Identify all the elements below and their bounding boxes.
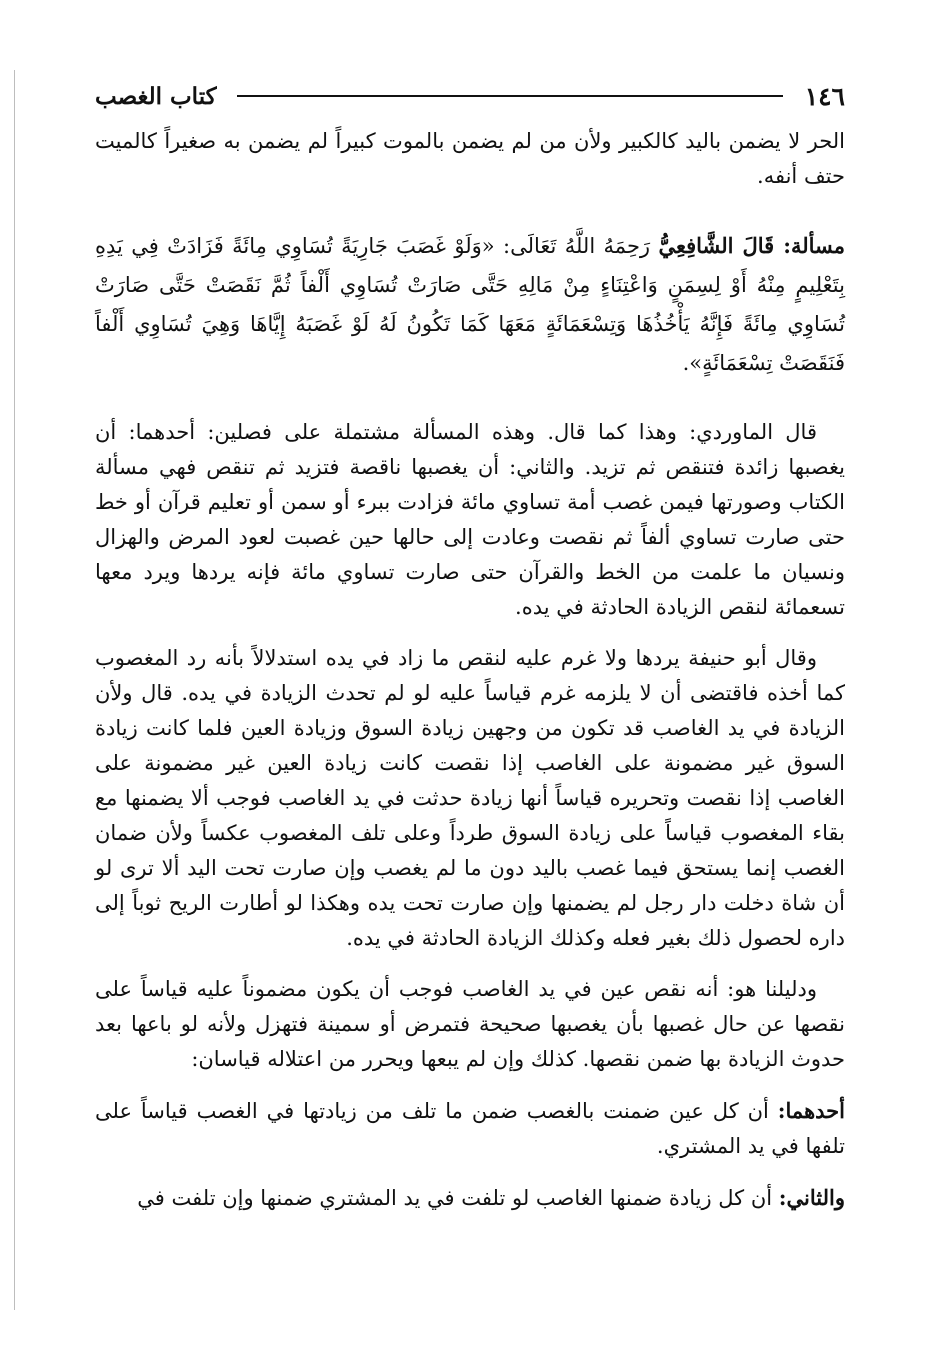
paragraph-1-text: الحر لا يضمن باليد كالكبير ولأن من لم يضمن بالموت كبيراً لم يضمن به صغيراً كالميت حتف أنفه. xyxy=(95,129,845,188)
paragraph-2-text: رَحِمَهُ اللَّهُ تَعَالَى: «وَلَوْ غَصَبَ جَارِيَةً تُسَاوِي مِائَةً فَزَادَتْ فِي يَدِهِ بِتَعْلِيمٍ مِنْهُ أَوْ لِسِمَنٍ وَاعْتِنَاءٍ مِنْ مَالِهِ حَتَّى صَارَتْ تُسَاوِي أَلْفاً ثُمَّ نَقَصَتْ حَتَّى صَارَتْ تُسَاوِي مِائَةً فَإِنَّهُ يَأْخُذُهَا وَتِسْعَمَائَةٍ مَعَهَا كَمَا تَكُونُ لَهُ لَوْ غَصَبَهُ إِيَّاهَا وَهِيَ تُسَاوِي أَلْفاً فَنَقَصَتْ تِسْعَمَائَةٍ». xyxy=(95,234,845,375)
paragraph-4-text: وقال أبو حنيفة يردها ولا غرم عليه لنقص ما زاد في يده استدلالاً بأنه رد المغصوب كما أخذه فاقتضى أن لا يلزمه غرم قياساً عليه لو لم تحدث الزيادة في يده. قال ولأن الزيادة في يد الغاصب قد تكون من وجهين زيادة السوق وزيادة العين فلما كانت زيادة السوق غير مضمونة على الغاصب إذا نقصت كانت زيادة العين غير مضمونة على الغاصب إذا نقصت وتحريره قياساً أنها زيادة حدثت في يد الغاصب فوجب ألا يضمنها مع بقاء المغصوب قياساً على زيادة السوق طرداً وعلى تلف المغصوب عكساً ولأن ضمان الغصب إنما يستحق فيما غصب باليد دون ما لم يغصب وإن صارت تحت اليد ألا ترى لو أن شاة دخلت دار رجل لم يضمنها وإن صارت تحت يده وهكذا لو أطارت الريح ثوباً إلى داره لحصول ذلك بغير فعله وكذلك الزيادة الحادثة في يده. xyxy=(95,646,845,950)
page-number: ١٤٦ xyxy=(804,81,845,111)
paragraph-5-text: ودليلنا هو: أنه نقص عين في يد الغاصب فوجب أن يكون مضموناً عليه قياساً على نقصها عن حال غصبها بأن يغصبها صحيحة فتمرض أو سمينة فتهزل ولأنه لو باعها بعد حدوث الزيادة بها ضمن نقصها. كذلك وإن لم يبعها ويحرر من اعتلاله قياسان: xyxy=(95,977,845,1071)
paragraph-7-label: والثاني: xyxy=(778,1185,845,1210)
paragraph-4 xyxy=(95,641,845,956)
header-rule xyxy=(237,95,783,97)
paragraph-7-text: أن كل زيادة ضمنها الغاصب لو تلفت في يد المشتري ضمنها وإن تلفت في xyxy=(137,1186,779,1210)
paragraph-7 xyxy=(95,1180,845,1216)
book-page xyxy=(95,78,845,1216)
paragraph-6-label: أحدهما: xyxy=(777,1098,845,1123)
paragraph-1 xyxy=(95,124,845,194)
page-header xyxy=(95,78,845,114)
paragraph-6 xyxy=(95,1093,845,1164)
page-gutter-line xyxy=(14,70,15,1310)
paragraph-3 xyxy=(95,415,845,625)
chapter-title: كتاب الغصب xyxy=(95,82,217,110)
paragraph-2-label: مسألة: قَالَ الشَّافِعِيُّ xyxy=(658,233,846,258)
paragraph-5 xyxy=(95,972,845,1077)
paragraph-2-quote xyxy=(95,226,845,383)
paragraph-3-text: قال الماوردي: وهذا كما قال. وهذه المسألة مشتملة على فصلين: أحدهما: أن يغصبها زائدة فتنقص ثم تزيد. والثاني: أن يغصبها ناقصة فتزيد ثم تنقص فهي مسألة الكتاب وصورتها فيمن غصب أمة تساوي مائة فزادت ببرء أو سمن أو تعليم قرآن أو خط حتى صارت تساوي ألفاً ثم نقصت وعادت إلى حالها حين غصبت لعود المرض والهزال ونسيان ما علمت من الخط والقرآن حتى صارت تساوي مائة فإنه يردها ويرد معها تسعمائة لنقص الزيادة الحادثة في يده. xyxy=(95,420,845,619)
paragraph-6-text: أن كل عين ضمنت بالغصب ضمن ما تلف من زيادتها في الغصب قياساً على تلفها في يد المشتري. xyxy=(95,1099,845,1158)
